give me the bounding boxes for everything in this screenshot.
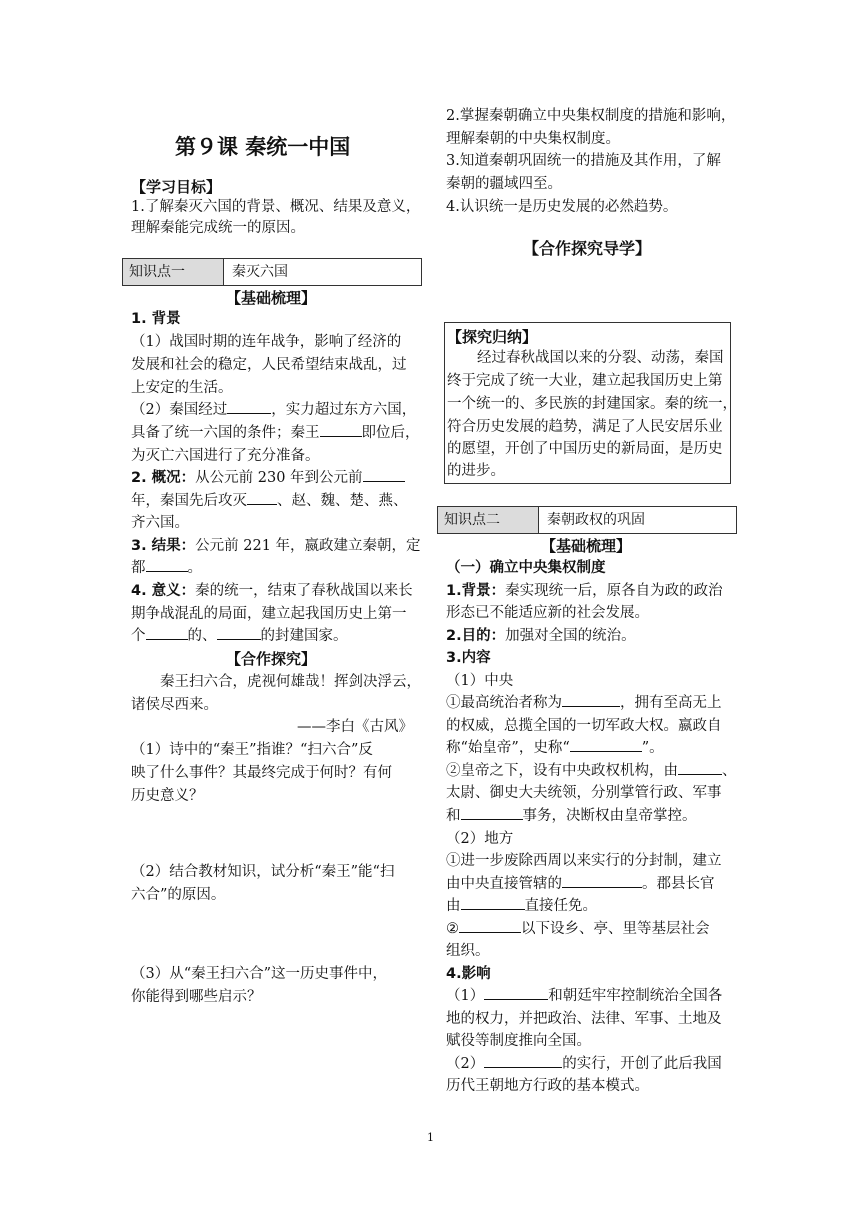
- fill-blank[interactable]: [146, 625, 188, 640]
- impact-1-b: 地的权力，并把政治、法律、军事、土地及: [446, 1011, 722, 1027]
- lesson-title: 第９课 秦统一中国: [175, 135, 351, 159]
- text: 个: [131, 628, 146, 644]
- significance-b: 期争战混乱的局面，建立起我国历史上第一: [131, 606, 407, 622]
- local-2-a: [446, 918, 710, 940]
- background-2-c: 为灭亡六国进行了充分准备。: [131, 448, 320, 464]
- question-3-b: 你能得到哪些启示？: [131, 989, 262, 1005]
- page-number: 1: [427, 1131, 434, 1144]
- fill-blank[interactable]: [461, 895, 525, 910]
- text: （2）: [446, 1056, 485, 1072]
- question-1-b: 映了什么事件？其最终完成于何时？有何: [131, 765, 392, 781]
- fill-blank[interactable]: [570, 737, 642, 752]
- overview-c: 齐六国。: [131, 515, 189, 531]
- overview-label: 2. 概况：: [131, 470, 196, 486]
- fill-blank[interactable]: [461, 805, 523, 820]
- result-a: [131, 535, 421, 557]
- text: 直接任免。: [524, 898, 597, 914]
- significance-a: [131, 580, 413, 602]
- central-heading: （1）中央: [446, 673, 514, 689]
- knowledge-point-1-tag: 知识点一: [123, 259, 224, 285]
- aim-label: 2.目的：: [446, 628, 506, 644]
- aim-line: [446, 625, 636, 647]
- text: 的封建国家。: [260, 628, 348, 644]
- text: ，拥有至高无上: [620, 695, 722, 711]
- text: ”。: [641, 740, 664, 756]
- text: ①最高统治者称为: [446, 695, 562, 711]
- background-2-b: [131, 422, 420, 444]
- fill-blank[interactable]: [146, 557, 188, 572]
- fill-blank[interactable]: [217, 625, 261, 640]
- fill-blank[interactable]: [562, 692, 620, 707]
- objective-1-line-a: 1.了解秦灭六国的背景、概况、结果及意义，: [131, 199, 421, 215]
- fill-blank[interactable]: [678, 760, 722, 775]
- local-heading: （2）地方: [446, 831, 514, 847]
- fill-blank[interactable]: [484, 1053, 562, 1068]
- fill-blank[interactable]: [363, 467, 405, 482]
- result-b: [131, 557, 202, 579]
- objective-1-line-b: 理解秦能完成统一的原因。: [131, 220, 305, 236]
- fill-blank[interactable]: [484, 985, 548, 1000]
- text: 。: [187, 560, 202, 576]
- text: 以下设乡、亭、里等基层社会: [521, 921, 710, 937]
- text: 和朝廷牢牢控制统治全国各: [548, 988, 723, 1004]
- text: （2）秦国经过: [131, 402, 228, 418]
- text: （1）: [446, 988, 485, 1004]
- text: 、: [722, 763, 737, 779]
- text: 秦的统一，结束了春秋战国以来长: [195, 583, 413, 599]
- text: ②: [446, 921, 459, 937]
- text: 事务，决断权由皇帝掌控。: [522, 808, 697, 824]
- guide-heading: 【合作探究导学】: [523, 239, 652, 258]
- significance-label: 4. 意义：: [131, 583, 196, 599]
- question-2-a: （2）结合教材知识，试分析“秦王”能“扫: [131, 864, 395, 880]
- objective-3-b: 秦朝的疆域四至。: [446, 176, 562, 192]
- poem-source: ——李白《古风》: [297, 719, 413, 735]
- text: 的实行，开创了此后我国: [562, 1056, 722, 1072]
- fill-blank[interactable]: [320, 422, 362, 437]
- text: 加强对全国的统治。: [505, 628, 636, 644]
- text: 称“始皇帝”，史称“: [446, 740, 570, 756]
- background-1-b: 发展和社会的稳定，人民希望结束战乱，过: [131, 357, 407, 373]
- question-2-b: 六合”的原因。: [131, 887, 226, 903]
- objective-4: 4.认识统一是历史发展的必然趋势。: [446, 199, 678, 215]
- text: 由中央直接管辖的: [446, 876, 562, 892]
- objective-3-a: 3.知道秦朝巩固统一的措施及其作用，了解: [446, 153, 721, 169]
- result-label: 3. 结果：: [131, 538, 196, 554]
- knowledge-point-2-tag: 知识点二: [438, 507, 539, 533]
- fill-blank[interactable]: [227, 399, 271, 414]
- summary-d: 符合历史发展的趋势，满足了人民安居乐业: [447, 419, 723, 435]
- central-2-c: [446, 805, 697, 827]
- cooperative-inquiry-heading: 【合作探究】: [226, 650, 317, 668]
- text: 都: [131, 560, 146, 576]
- knowledge-point-2-box: [437, 506, 737, 534]
- knowledge-point-1-box: [122, 258, 422, 286]
- text: 从公元前 230 年到公元前: [195, 470, 363, 486]
- fill-blank[interactable]: [247, 490, 277, 505]
- text: ②皇帝之下，设有中央政权机构，由: [446, 763, 678, 779]
- objective-2-b: 理解秦朝的中央集权制度。: [446, 131, 620, 147]
- basics-heading-right: 【基础梳理】: [541, 537, 632, 555]
- central-1-b: 的权威，总揽全国的一切军政大权。嬴政自: [446, 718, 722, 734]
- text: ，实力超过东方六国，: [271, 402, 417, 418]
- local-2-b: 组织。: [446, 943, 490, 959]
- text: 年，秦国先后攻灭: [131, 493, 247, 509]
- question-1-c: 历史意义？: [131, 788, 204, 804]
- local-1-c: [446, 895, 597, 917]
- background-heading: 1. 背景: [131, 311, 181, 327]
- local-1-b: [446, 873, 715, 895]
- summary-b: 终于完成了统一大业，建立起我国历史上第: [447, 373, 723, 389]
- background-1-a: （1）战国时期的连年战争，影响了经济的: [131, 334, 402, 350]
- reason-a: [446, 580, 723, 602]
- summary-f: 的进步。: [447, 463, 505, 479]
- impact-1-a: [446, 985, 722, 1007]
- summary-a: 经过春秋战国以来的分裂、动荡，秦国: [477, 350, 724, 366]
- overview-a: [131, 467, 405, 489]
- text: 。郡县长官: [642, 876, 715, 892]
- question-3-a: （3）从“秦王扫六合”这一历史事件中，: [131, 966, 388, 982]
- objectives-heading: 【学习目标】: [131, 178, 222, 196]
- impact-heading: 4.影响: [446, 966, 491, 982]
- text: 、赵、魏、楚、燕、: [277, 493, 408, 509]
- basics-heading-left: 【基础梳理】: [226, 289, 317, 307]
- text: 的、: [187, 628, 217, 644]
- text: 即位后，: [361, 425, 420, 441]
- poem-line-b: 诸侯尽西来。: [131, 697, 218, 713]
- text: 秦实现统一后，原各自为政的政治: [505, 583, 723, 599]
- text: 由: [446, 898, 461, 914]
- background-1-c: 上安定的生活。: [131, 380, 233, 396]
- knowledge-point-1-name: 秦灭六国: [232, 264, 288, 280]
- central-2-b: 太尉、御史大夫统领，分别掌管行政、军事: [446, 785, 722, 801]
- impact-2-b: 历代王朝地方行政的基本模式。: [446, 1078, 649, 1094]
- fill-blank[interactable]: [562, 873, 642, 888]
- significance-c: [131, 625, 348, 647]
- section-1-heading: （一）确立中央集权制度: [446, 560, 606, 576]
- summary-c: 一个统一的、多民族的封建国家。秦的统一，: [447, 396, 737, 412]
- text: 和: [446, 808, 461, 824]
- summary-heading: 【探究归纳】: [447, 328, 538, 346]
- objective-2-a: 2.掌握秦朝确立中央集权制度的措施和影响，: [446, 108, 736, 124]
- text: 公元前 221 年，嬴政建立秦朝，定: [195, 538, 421, 554]
- poem-line-a: 秦王扫六合，虎视何雄哉！挥剑决浮云，: [160, 674, 421, 690]
- text: 具备了统一六国的条件；秦王: [131, 425, 320, 441]
- summary-e: 的愿望，开创了中国历史的新局面，是历史: [447, 441, 723, 457]
- fill-blank[interactable]: [459, 918, 521, 933]
- central-1-a: [446, 692, 722, 714]
- reason-label: 1.背景：: [446, 583, 506, 599]
- reason-b: 形态已不能适应新的社会发展。: [446, 605, 649, 621]
- content-heading: 3.内容: [446, 650, 491, 666]
- overview-b: [131, 490, 408, 512]
- background-2-a: [131, 399, 416, 421]
- impact-2-a: [446, 1053, 722, 1075]
- knowledge-point-2-name: 秦朝政权的巩固: [547, 512, 645, 528]
- impact-1-c: 赋役等制度推向全国。: [446, 1033, 591, 1049]
- central-2-a: [446, 760, 737, 782]
- question-1-a: （1）诗中的“秦王”指谁？“扫六合”反: [131, 742, 373, 758]
- local-1-a: ①进一步废除西周以来实行的分封制，建立: [446, 853, 722, 869]
- central-1-c: [446, 737, 664, 759]
